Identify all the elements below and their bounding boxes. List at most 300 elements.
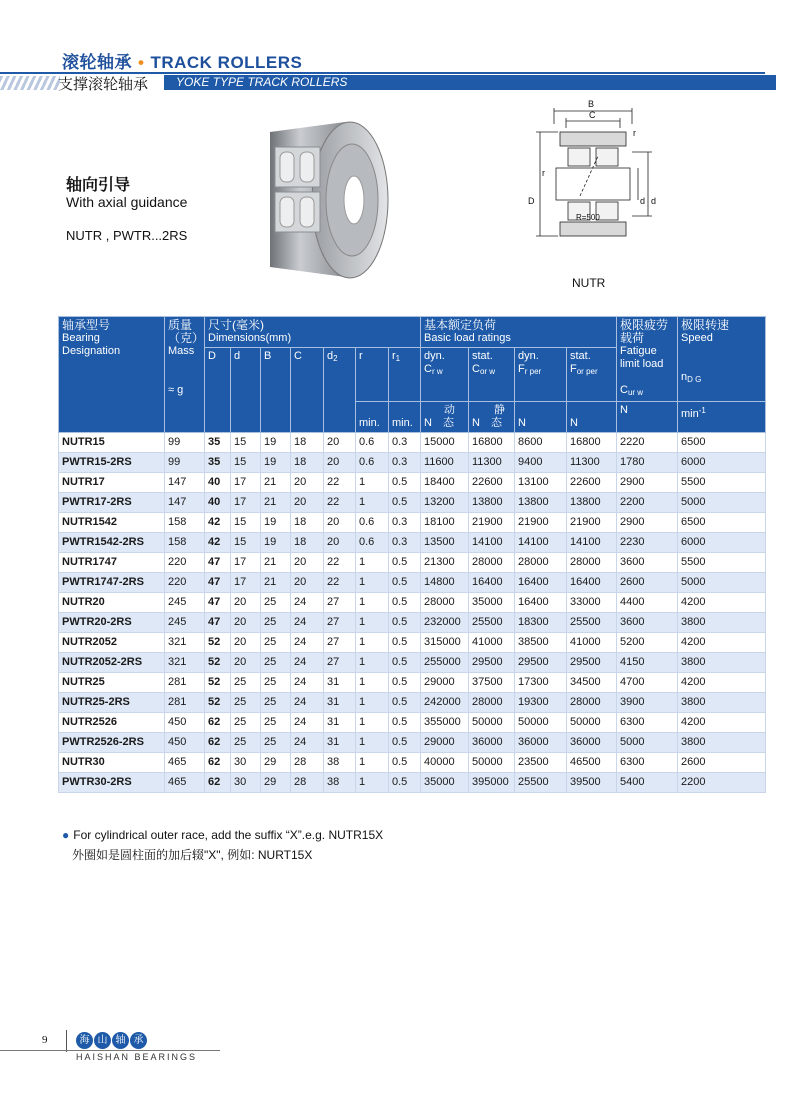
unit-speed: $\min^{-1}$ <box>678 402 766 433</box>
table-cell: 18100 <box>421 513 469 533</box>
table-cell: 40 <box>205 493 231 513</box>
table-cell: 36000 <box>515 733 567 753</box>
table-cell: 21 <box>261 553 291 573</box>
table-cell: 99 <box>165 433 205 453</box>
table-cell: 16400 <box>469 573 515 593</box>
table-cell: 14100 <box>567 533 617 553</box>
table-cell: 11300 <box>567 453 617 473</box>
header-stripes <box>0 76 60 90</box>
table-row <box>59 753 766 773</box>
table-cell: 6000 <box>678 533 766 553</box>
unit-fatigue: N <box>617 402 678 433</box>
table-cell: 0.5 <box>389 753 421 773</box>
table-cell: 0.5 <box>389 713 421 733</box>
table-row <box>59 593 766 613</box>
table-cell: PWTR30-2RS <box>59 773 165 793</box>
drawing-dim-r1: r <box>542 168 545 178</box>
table-cell: 25 <box>231 673 261 693</box>
table-cell: 2900 <box>617 513 678 533</box>
table-cell: 21 <box>261 573 291 593</box>
table-cell: 242000 <box>421 693 469 713</box>
table-cell: 2900 <box>617 473 678 493</box>
brand-logo <box>76 1030 148 1049</box>
table-cell: 18 <box>291 433 324 453</box>
table-cell: 29000 <box>421 673 469 693</box>
table-cell: 0.6 <box>356 513 389 533</box>
table-cell: 17 <box>231 553 261 573</box>
table-cell: 99 <box>165 453 205 473</box>
table-cell: 15 <box>231 453 261 473</box>
table-cell: 15 <box>231 533 261 553</box>
col-c: C <box>291 348 324 433</box>
table-cell: 13800 <box>515 493 567 513</box>
table-cell: 1 <box>356 593 389 613</box>
table-cell: 35 <box>205 453 231 473</box>
table-cell: 0.5 <box>389 693 421 713</box>
table-cell: 2200 <box>617 493 678 513</box>
table-cell: 2220 <box>617 433 678 453</box>
table-cell: 20 <box>324 453 356 473</box>
table-cell: 29 <box>261 773 291 793</box>
table-cell: 37500 <box>469 673 515 693</box>
table-cell: 3800 <box>678 733 766 753</box>
col-mass: 质量（克） Mass ≈ g <box>165 317 205 433</box>
table-cell: 1 <box>356 573 389 593</box>
table-cell: 1 <box>356 493 389 513</box>
table-cell: 28000 <box>515 553 567 573</box>
table-cell: 3600 <box>617 553 678 573</box>
table-cell: 31 <box>324 673 356 693</box>
table-cell: 0.3 <box>389 433 421 453</box>
table-cell: 50000 <box>469 753 515 773</box>
brand-char: 海 <box>76 1032 93 1049</box>
table-cell: NUTR2052 <box>59 633 165 653</box>
col-d2: $d_2$ <box>324 348 356 433</box>
table-cell: 0.5 <box>389 673 421 693</box>
table-row <box>59 473 766 493</box>
table-cell: 3800 <box>678 653 766 673</box>
table-cell: 0.5 <box>389 593 421 613</box>
guidance-title-cn: 轴向引导 <box>66 177 131 194</box>
table-cell: 25 <box>261 613 291 633</box>
table-cell: 14100 <box>515 533 567 553</box>
drawing-dim-d2: d <box>651 196 657 206</box>
table-cell: 21900 <box>567 513 617 533</box>
table-cell: 24 <box>291 713 324 733</box>
table-cell: 25 <box>261 733 291 753</box>
table-cell: 62 <box>205 733 231 753</box>
table-cell: 158 <box>165 513 205 533</box>
table-cell: 25 <box>231 713 261 733</box>
table-cell: 13200 <box>421 493 469 513</box>
table-cell: 17 <box>231 473 261 493</box>
col-r: r <box>356 348 389 402</box>
col-frper: dyn. $F_{r per}$ <box>515 348 567 402</box>
table-cell: 24 <box>291 593 324 613</box>
col-speed: 极限转速 Speed $n_{D G}$ <box>678 317 766 402</box>
table-cell: 42 <box>205 513 231 533</box>
unit-crw: 动 N 态 <box>421 402 469 433</box>
table-cell: 1 <box>356 733 389 753</box>
table-cell: PWTR1542-2RS <box>59 533 165 553</box>
table-cell: 19 <box>261 433 291 453</box>
table-cell: 25 <box>261 713 291 733</box>
table-row <box>59 553 766 573</box>
table-cell: 5400 <box>617 773 678 793</box>
table-cell: 1 <box>356 633 389 653</box>
table-cell: 25500 <box>469 613 515 633</box>
table-row <box>59 513 766 533</box>
table-cell: NUTR17 <box>59 473 165 493</box>
table-cell: 20 <box>324 533 356 553</box>
table-cell: 0.6 <box>356 533 389 553</box>
table-cell: 29000 <box>421 733 469 753</box>
table-cell: 6300 <box>617 753 678 773</box>
table-cell: 29 <box>261 753 291 773</box>
table-cell: 321 <box>165 633 205 653</box>
table-cell: 1 <box>356 693 389 713</box>
unit-r1-min: min. <box>389 402 421 433</box>
table-cell: 11300 <box>469 453 515 473</box>
table-cell: 47 <box>205 573 231 593</box>
footer-divider <box>66 1030 67 1052</box>
table-cell: 46500 <box>567 753 617 773</box>
table-cell: 147 <box>165 493 205 513</box>
section-title <box>62 48 302 73</box>
table-cell: 24 <box>291 653 324 673</box>
table-cell: 24 <box>291 633 324 653</box>
table-cell: 4200 <box>678 673 766 693</box>
table-cell: 13100 <box>515 473 567 493</box>
table-cell: 20 <box>291 573 324 593</box>
table-cell: 21300 <box>421 553 469 573</box>
table-cell: PWTR17-2RS <box>59 493 165 513</box>
table-cell: 25 <box>261 633 291 653</box>
table-cell: 17300 <box>515 673 567 693</box>
subtitle-cn: 支撑滚轮轴承 <box>58 76 149 93</box>
table-cell: 0.5 <box>389 473 421 493</box>
col-fatigue: 极限疲劳载荷 Fatigue limit load $C_{ur w}$ <box>617 317 678 402</box>
col-d-bore: d <box>231 348 261 433</box>
table-cell: 25500 <box>515 773 567 793</box>
table-cell: 1 <box>356 553 389 573</box>
table-row <box>59 573 766 593</box>
table-cell: 5000 <box>617 733 678 753</box>
table-cell: 33000 <box>567 593 617 613</box>
table-row <box>59 673 766 693</box>
table-cell: 31 <box>324 733 356 753</box>
table-cell: 450 <box>165 733 205 753</box>
table-row <box>59 713 766 733</box>
table-cell: 1 <box>356 613 389 633</box>
brand-char: 承 <box>130 1032 147 1049</box>
table-cell: 3900 <box>617 693 678 713</box>
table-cell: 20 <box>291 493 324 513</box>
table-cell: 16800 <box>567 433 617 453</box>
table-cell: 19 <box>261 513 291 533</box>
table-cell: 36000 <box>567 733 617 753</box>
table-cell: 62 <box>205 773 231 793</box>
table-cell: 38 <box>324 773 356 793</box>
table-cell: 52 <box>205 693 231 713</box>
table-cell: 4400 <box>617 593 678 613</box>
table-header-row <box>59 317 766 348</box>
table-row <box>59 493 766 513</box>
table-cell: 18 <box>291 533 324 553</box>
table-cell: 62 <box>205 753 231 773</box>
table-cell: 5500 <box>678 553 766 573</box>
table-cell: 30 <box>231 753 261 773</box>
bearing-photo <box>250 112 400 287</box>
table-cell: 2600 <box>678 753 766 773</box>
table-cell: 22 <box>324 493 356 513</box>
table-cell: 21900 <box>469 513 515 533</box>
table-cell: 3600 <box>617 613 678 633</box>
table-cell: 158 <box>165 533 205 553</box>
table-cell: 25500 <box>567 613 617 633</box>
table-cell: 15 <box>231 513 261 533</box>
table-cell: 21 <box>261 473 291 493</box>
table-cell: 245 <box>165 613 205 633</box>
table-cell: NUTR25-2RS <box>59 693 165 713</box>
table-cell: 321 <box>165 653 205 673</box>
col-b: B <box>261 348 291 433</box>
table-cell: 21 <box>261 493 291 513</box>
table-cell: 0.5 <box>389 493 421 513</box>
drawing-label: NUTR <box>572 276 606 290</box>
table-cell: 28 <box>291 753 324 773</box>
table-cell: 0.5 <box>389 573 421 593</box>
table-cell: 31 <box>324 693 356 713</box>
table-cell: 50000 <box>567 713 617 733</box>
table-cell: NUTR15 <box>59 433 165 453</box>
table-row <box>59 653 766 673</box>
table-cell: 27 <box>324 613 356 633</box>
table-cell: 255000 <box>421 653 469 673</box>
table-cell: 25 <box>261 653 291 673</box>
table-cell: 35000 <box>469 593 515 613</box>
table-cell: 52 <box>205 653 231 673</box>
table-cell: 220 <box>165 553 205 573</box>
table-cell: 4200 <box>678 633 766 653</box>
table-cell: 450 <box>165 713 205 733</box>
table-cell: 3800 <box>678 613 766 633</box>
table-cell: 27 <box>324 653 356 673</box>
table-cell: PWTR15-2RS <box>59 453 165 473</box>
table-cell: 41000 <box>567 633 617 653</box>
table-cell: 147 <box>165 473 205 493</box>
cross-section-drawing <box>520 96 680 276</box>
table-cell: 22600 <box>567 473 617 493</box>
table-cell: 0.6 <box>356 433 389 453</box>
table-cell: 39500 <box>567 773 617 793</box>
table-cell: 13500 <box>421 533 469 553</box>
table-cell: PWTR2526-2RS <box>59 733 165 753</box>
col-designation: 轴承型号 Bearing Designation <box>59 317 165 433</box>
table-cell: 22 <box>324 553 356 573</box>
col-crw: dyn. $C_{r w}$ <box>421 348 469 402</box>
table-cell: 25 <box>261 693 291 713</box>
table-cell: 29500 <box>515 653 567 673</box>
table-cell: 29500 <box>567 653 617 673</box>
table-cell: 20 <box>324 433 356 453</box>
table-cell: 16400 <box>515 593 567 613</box>
table-cell: 22600 <box>469 473 515 493</box>
table-cell: 20 <box>231 593 261 613</box>
table-cell: 24 <box>291 613 324 633</box>
table-cell: 25 <box>231 693 261 713</box>
table-cell: 20 <box>291 473 324 493</box>
table-cell: 28000 <box>567 693 617 713</box>
table-cell: 15000 <box>421 433 469 453</box>
table-cell: 62 <box>205 713 231 733</box>
table-cell: 25 <box>231 733 261 753</box>
table-cell: 1 <box>356 713 389 733</box>
table-cell: NUTR30 <box>59 753 165 773</box>
title-cn: 滚轮轴承 <box>62 53 132 72</box>
table-cell: 16400 <box>567 573 617 593</box>
table-row <box>59 733 766 753</box>
table-cell: 52 <box>205 673 231 693</box>
table-cell: 9400 <box>515 453 567 473</box>
table-cell: 20 <box>231 653 261 673</box>
note-cn: 外圈如是圆柱面的加后辍"X", 例如: NURT15X <box>72 848 313 862</box>
table-cell: 18 <box>291 513 324 533</box>
table-cell: 38500 <box>515 633 567 653</box>
table-cell: 18300 <box>515 613 567 633</box>
page-number: 9 <box>42 1034 48 1046</box>
table-row <box>59 533 766 553</box>
table-cell: 28000 <box>469 693 515 713</box>
drawing-dim-d-outer: D <box>528 196 535 206</box>
brand-char: 山 <box>94 1032 111 1049</box>
table-cell: 0.5 <box>389 633 421 653</box>
unit-r-min: min. <box>356 402 389 433</box>
table-cell: 36000 <box>469 733 515 753</box>
footer-rule <box>0 1050 220 1051</box>
table-cell: NUTR2526 <box>59 713 165 733</box>
table-cell: 0.5 <box>389 653 421 673</box>
table-cell: 35 <box>205 433 231 453</box>
table-cell: 28000 <box>567 553 617 573</box>
table-cell: 15 <box>231 433 261 453</box>
col-group-load: 基本额定负荷 Basic load ratings <box>421 317 617 348</box>
note-en: ● For cylindrical outer race, add the suffix “X”.e.g. NUTR15X <box>62 828 384 842</box>
table-cell: 21900 <box>515 513 567 533</box>
table-cell: NUTR20 <box>59 593 165 613</box>
table-cell: 19 <box>261 533 291 553</box>
table-cell: 35000 <box>421 773 469 793</box>
table-cell: 395000 <box>469 773 515 793</box>
col-forper: stat. $F_{or per}$ <box>567 348 617 402</box>
table-cell: 6500 <box>678 433 766 453</box>
table-cell: 6300 <box>617 713 678 733</box>
guidance-title-en: With axial guidance <box>66 194 188 210</box>
table-cell: 40000 <box>421 753 469 773</box>
bullet-icon: ● <box>62 828 70 842</box>
spec-table <box>58 316 766 793</box>
table-cell: 22 <box>324 573 356 593</box>
table-cell: 34500 <box>567 673 617 693</box>
drawing-dim-d-bore: d <box>640 196 646 206</box>
table-cell: NUTR25 <box>59 673 165 693</box>
table-cell: 0.3 <box>389 453 421 473</box>
unit-frper: N <box>515 402 567 433</box>
table-cell: 1 <box>356 473 389 493</box>
table-cell: 5000 <box>678 493 766 513</box>
table-cell: 6500 <box>678 513 766 533</box>
table-cell: 13800 <box>469 493 515 513</box>
table-cell: 28000 <box>421 593 469 613</box>
table-cell: 245 <box>165 593 205 613</box>
table-cell: 0.3 <box>389 513 421 533</box>
table-cell: 1 <box>356 653 389 673</box>
table-cell: 1 <box>356 673 389 693</box>
table-row <box>59 773 766 793</box>
table-cell: 47 <box>205 613 231 633</box>
table-cell: 281 <box>165 673 205 693</box>
table-cell: 20 <box>324 513 356 533</box>
table-cell: 16800 <box>469 433 515 453</box>
table-cell: 220 <box>165 573 205 593</box>
unit-forper: N <box>567 402 617 433</box>
table-cell: 28000 <box>469 553 515 573</box>
table-cell: 465 <box>165 753 205 773</box>
table-cell: 4150 <box>617 653 678 673</box>
table-cell: 19 <box>261 453 291 473</box>
col-r1: $r_1$ <box>389 348 421 402</box>
table-cell: 22 <box>324 473 356 493</box>
table-cell: 1780 <box>617 453 678 473</box>
table-body <box>59 433 766 793</box>
table-cell: 52 <box>205 633 231 653</box>
table-cell: 47 <box>205 593 231 613</box>
table-row <box>59 433 766 453</box>
table-cell: 40 <box>205 473 231 493</box>
table-cell: 28 <box>291 773 324 793</box>
table-cell: NUTR1747 <box>59 553 165 573</box>
table-cell: 24 <box>291 673 324 693</box>
table-cell: 27 <box>324 633 356 653</box>
table-cell: 41000 <box>469 633 515 653</box>
table-cell: 24 <box>291 693 324 713</box>
table-cell: 5500 <box>678 473 766 493</box>
table-cell: 5000 <box>678 573 766 593</box>
table-cell: 0.5 <box>389 773 421 793</box>
table-cell: 14800 <box>421 573 469 593</box>
table-cell: 4700 <box>617 673 678 693</box>
table-cell: 18400 <box>421 473 469 493</box>
table-cell: 17 <box>231 493 261 513</box>
table-cell: 11600 <box>421 453 469 473</box>
drawing-dim-b: B <box>588 99 595 109</box>
table-cell: 50000 <box>515 713 567 733</box>
brand-char: 轴 <box>112 1032 129 1049</box>
table-cell: 0.6 <box>356 453 389 473</box>
table-cell: 0.5 <box>389 613 421 633</box>
table-cell: 20 <box>291 553 324 573</box>
col-group-dimensions: 尺寸(毫米) Dimensions(mm) <box>205 317 421 348</box>
table-cell: 8600 <box>515 433 567 453</box>
table-cell: 13800 <box>567 493 617 513</box>
table-cell: 27 <box>324 593 356 613</box>
table-cell: 4200 <box>678 593 766 613</box>
table-cell: 25 <box>261 593 291 613</box>
table-cell: 4200 <box>678 713 766 733</box>
table-cell: 0.5 <box>389 553 421 573</box>
table-cell: 14100 <box>469 533 515 553</box>
table-cell: 5200 <box>617 633 678 653</box>
